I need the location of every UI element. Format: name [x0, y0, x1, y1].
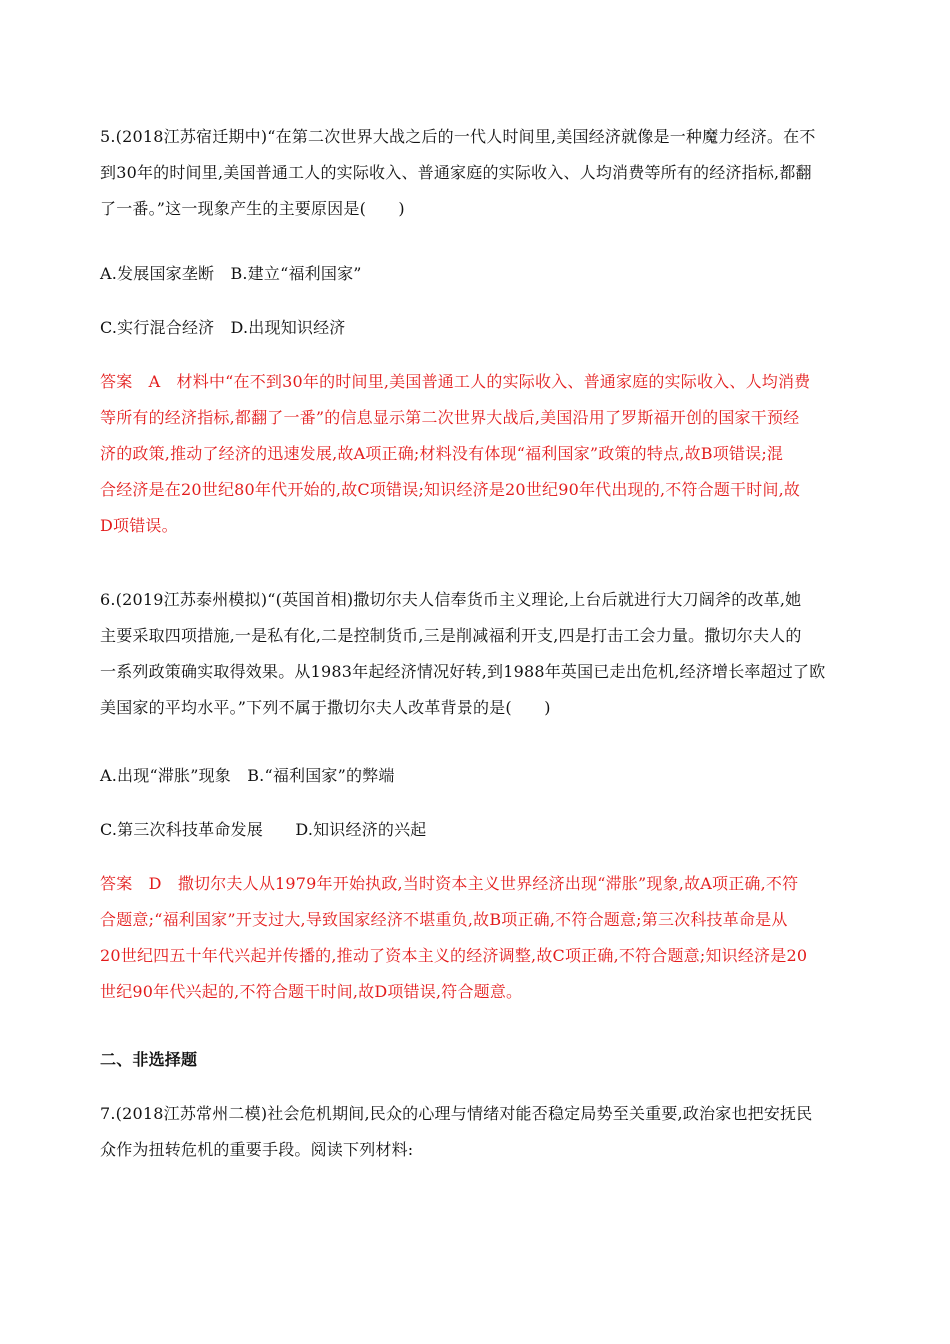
question-7-stem: [100, 1096, 860, 1168]
question-5-options-cd: [100, 310, 860, 346]
question-5-stem: [100, 119, 860, 227]
question-6-stem-line: 美国家的平均水平。”下列不属于撒切尔夫人改革背景的是( ): [100, 698, 551, 717]
question-6-options-cd: [100, 812, 860, 848]
question-6-stem-line: 6.(2019江苏泰州模拟)“(英国首相)撒切尔夫人信奉货币主义理论,上台后就进行大刀阔斧的改革,她: [100, 590, 802, 609]
question-5-option-ab: A.发展国家垄断 B.建立“福利国家”: [100, 264, 362, 283]
question-6-stem-line: 主要采取四项措施,一是私有化,二是控制货币,三是削减福利开支,四是打击工会力量。撒切尔夫人的: [100, 626, 802, 645]
question-6-answer-line: 答案 D 撒切尔夫人从1979年开始执政,当时资本主义世界经济出现“滞胀”现象,故A项正确,不符: [100, 874, 799, 893]
question-6-options-ab: [100, 758, 860, 794]
question-6-answer-line: 合题意;“福利国家”开支过大,导致国家经济不堪重负,故B项正确,不符合题意;第三次科技革命是从: [100, 910, 788, 929]
question-5-answer-line: 济的政策,推动了经济的迅速发展,故A项正确;材料没有体现“福利国家”政策的特点,故B项错误;混: [100, 444, 784, 463]
question-5-stem-line: 5.(2018江苏宿迁期中)“在第二次世界大战之后的一代人时间里,美国经济就像是一种魔力经济。在不: [100, 127, 816, 146]
question-7-stem-line: 7.(2018江苏常州二模)社会危机期间,民众的心理与情绪对能否稳定局势至关重要,政治家也把安抚民: [100, 1104, 813, 1123]
question-5-stem-line: 到30年的时间里,美国普通工人的实际收入、普通家庭的实际收入、人均消费等所有的经济指标,都翻: [100, 163, 812, 182]
question-5-answer: [100, 364, 860, 544]
question-7-stem-line: 众作为扭转危机的重要手段。阅读下列材料:: [100, 1140, 414, 1159]
question-6-stem: [100, 582, 860, 726]
section-heading: [100, 1042, 860, 1078]
question-5-answer-line: 答案 A 材料中“在不到30年的时间里,美国普通工人的实际收入、普通家庭的实际收入、人均消费: [100, 372, 811, 391]
question-6-answer: [100, 866, 860, 1010]
question-5-answer-line: 等所有的经济指标,都翻了一番”的信息显示第二次世界大战后,美国沿用了罗斯福开创的国家干预经: [100, 408, 800, 427]
section-2-heading: 二、非选择题: [100, 1050, 198, 1069]
question-5-answer-line: D项错误。: [100, 516, 178, 535]
question-5-options-ab: [100, 256, 860, 292]
question-5-option-cd: C.实行混合经济 D.出现知识经济: [100, 318, 346, 337]
question-6-stem-line: 一系列政策确实取得效果。从1983年起经济情况好转,到1988年英国已走出危机,经济增长率超过了欧: [100, 662, 826, 681]
question-6-answer-line: 20世纪四五十年代兴起并传播的,推动了资本主义的经济调整,故C项正确,不符合题意;知识经济是20: [100, 946, 808, 965]
question-5-stem-line: 了一番。”这一现象产生的主要原因是( ): [100, 199, 405, 218]
question-5-answer-line: 合经济是在20世纪80年代开始的,故C项错误;知识经济是20世纪90年代出现的,不符合题干时间,故: [100, 480, 801, 499]
question-6-option-cd: C.第三次科技革命发展 D.知识经济的兴起: [100, 820, 427, 839]
question-6-answer-line: 世纪90年代兴起的,不符合题干时间,故D项错误,符合题意。: [100, 982, 523, 1001]
question-6-option-ab: A.出现“滞胀”现象 B.“福利国家”的弊端: [100, 766, 395, 785]
